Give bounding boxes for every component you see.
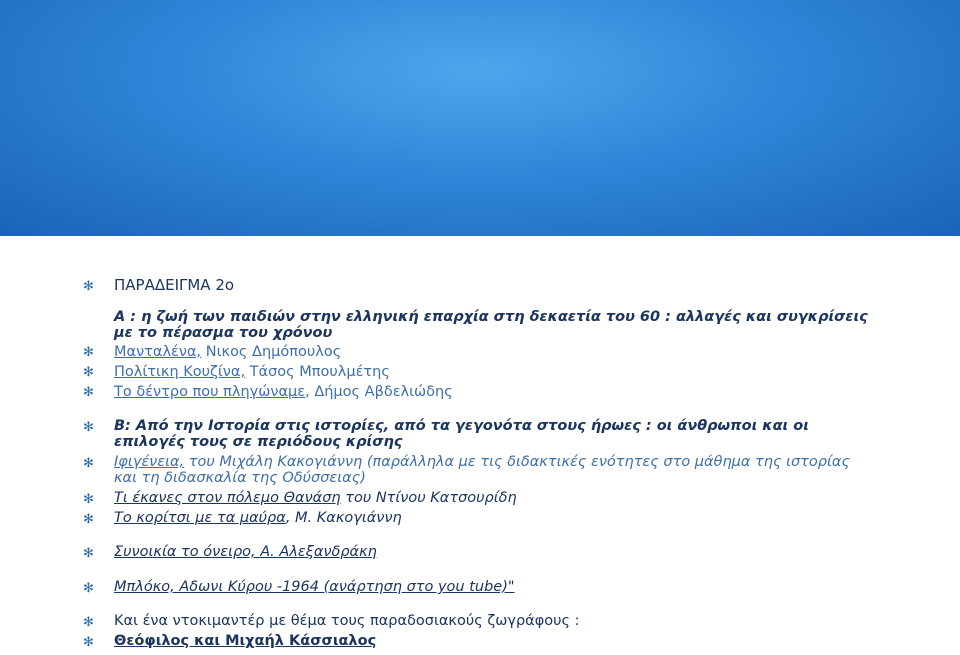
bullet-icon: ✻ (83, 385, 94, 400)
list-item: Μανταλένα, Νικος Δημόπουλος (114, 344, 342, 360)
list-item (114, 579, 874, 595)
bullet-icon: ✻ (83, 635, 94, 650)
list-item (114, 633, 874, 649)
bullet-icon: ✻ (83, 581, 94, 596)
bullet-icon: ✻ (83, 492, 94, 507)
bullet-icon: ✻ (83, 456, 94, 471)
film-link-ti-ekanes[interactable]: Τι έκανες στον πόλεμο Θανάση (114, 490, 341, 506)
documentary-link[interactable]: Θεόφιλος και Μιχαήλ Κάσσιαλος (114, 633, 377, 649)
section-b-title: Β: Από την Ιστορία στις ιστορίες, από τα γεγονότα στους ήρωες : οι άνθρωποι και οι επιλογές τους σε περιόδους κρίσης (114, 418, 809, 450)
film-link-ifigeneia[interactable]: Ιφιγένεια, (114, 454, 185, 470)
bullet-icon: ✻ (83, 279, 94, 294)
list-item: Πολίτικη Κουζίνα, Τάσος Μπουλμέτης (114, 364, 390, 380)
bullet-icon: ✻ (83, 615, 94, 630)
bullet-icon: ✻ (83, 420, 94, 435)
bullet-icon: ✻ (83, 512, 94, 527)
bullet-icon: ✻ (83, 546, 94, 561)
film-link-politiki-kouzina[interactable]: Πολίτικη Κουζίνα, (114, 364, 246, 380)
list-item (114, 544, 874, 560)
section-a-title: Α : η ζωή των παιδιών στην ελληνική επαρχία στη δεκαετία του 60 : αλλαγές και συγκρίσεις με το πέρασμα του χρόνου (114, 309, 868, 341)
bullet-icon: ✻ (83, 345, 94, 360)
film-link-synoikia[interactable]: Συνοικία το όνειρο, Α. Αλεξανδράκη (114, 544, 377, 560)
list-item: Τι έκανες στον πόλεμο Θανάση του Ντίνου Κατσουρίδη (114, 490, 517, 506)
list-item: Το κορίτσι με τα μαύρα, Μ. Κακογιάννη (114, 510, 402, 526)
example-heading: ΠΑΡΑΔΕΙΓΜΑ 2ο (114, 276, 235, 294)
film-link-koritsi[interactable]: Το κορίτσι με τα μαύρα (114, 510, 286, 526)
film-link-mantalena[interactable]: Μανταλένα, (114, 344, 202, 360)
film-link-dentro[interactable]: Το δέντρο που πληγώναμε (114, 384, 306, 400)
list-item: Ιφιγένεια, του Μιχάλη Κακογιάννη (παράλληλα με τις διδακτικές ενότητες στο μάθημα της ιστορίας και τη διδασκαλία της Οδύσσειας) (114, 454, 850, 486)
list-item: Το δέντρο που πληγώναμε, Δήμος Αβδελιώδης (114, 384, 453, 400)
bullet-icon: ✻ (83, 365, 94, 380)
documentary-line: Και ένα ντοκιμαντέρ με θέμα τους παραδοσιακούς ζωγράφους : (114, 613, 580, 629)
film-link-bloko[interactable]: Μπλόκο, Αδωνι Κύρου -1964 (ανάρτηση στο you tube)" (114, 579, 515, 595)
